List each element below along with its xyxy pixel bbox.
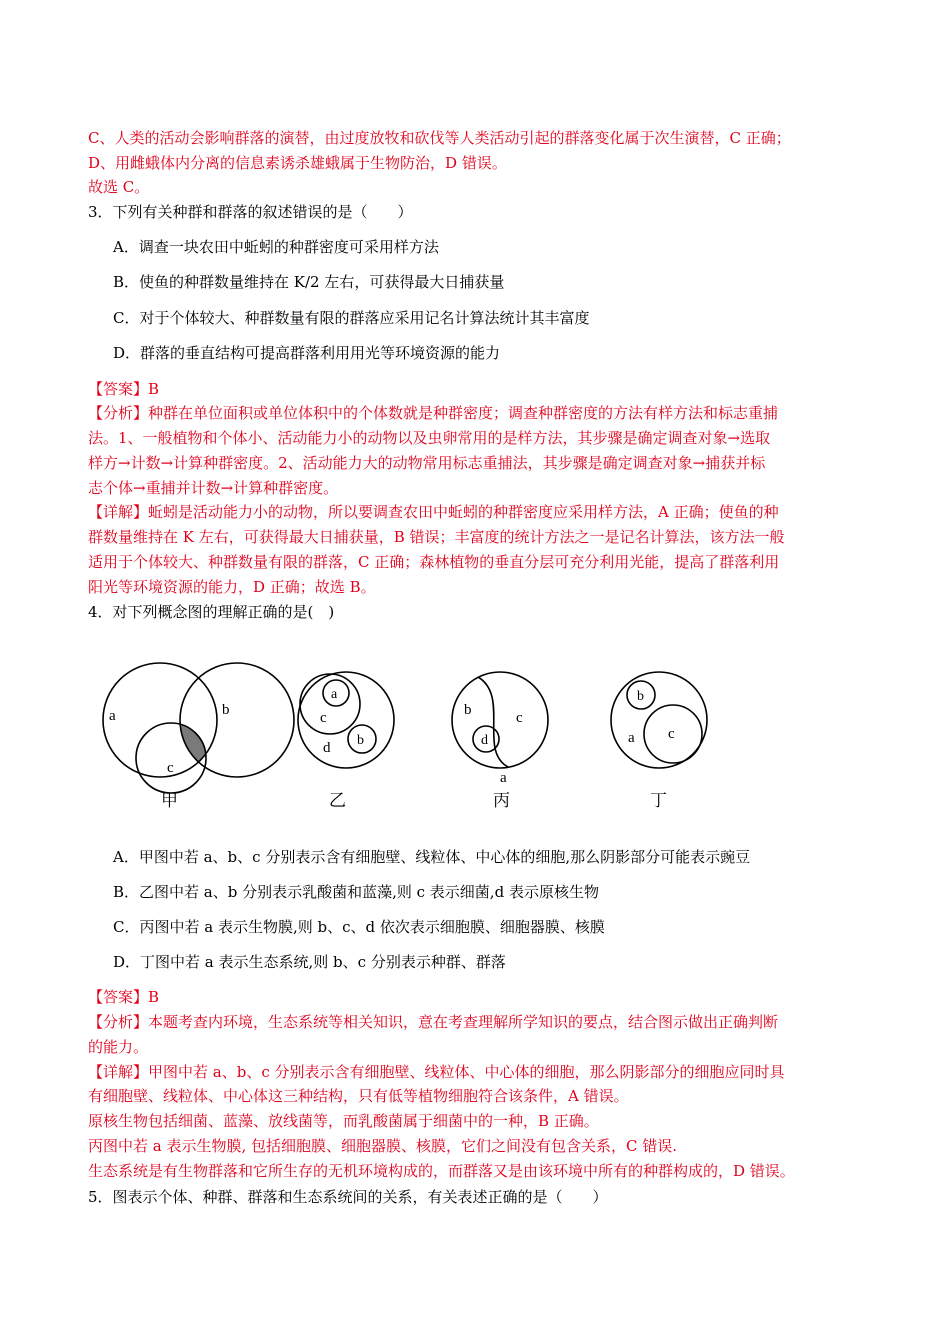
question-4-stem: 4．对下列概念图的理解正确的是( ) [88,603,335,621]
diagram-ding [611,672,707,810]
diagram-bing [452,672,548,810]
label-d: d [481,733,488,748]
question-3-analysis-line: 样方→计数→计算种群密度。2、活动能力大的动物常用标志重捕法，其步骤是确定调查对象→捕获并标 [88,454,766,472]
question-4-option-a: A．甲图中若 a、b、c 分别表示含有细胞壁、线粒体、中心体的细胞,那么阴影部分可能表示豌豆 [113,848,751,866]
question-3-detail-line: 适用于个体较大、种群数量有限的群落，C 正确；森林植物的垂直分层可充分利用光能，提高了群落利用 [88,553,780,571]
diagram-jia [103,663,294,810]
label-a: a [109,708,116,724]
prev-answer-choose: 故选 C。 [88,178,150,196]
label-a: a [331,687,338,702]
question-3-option-a: A．调查一块农田中蚯蚓的种群密度可采用样方法 [113,238,439,256]
label-c: c [516,710,523,726]
question-3-detail-line: 【详解】蚯蚓是活动能力小的动物，所以要调查农田中蚯蚓的种群密度应采用样方法，A 正确；使鱼的种 [88,503,779,521]
question-4-option-d: D．丁图中若 a 表示生态系统,则 b、c 分别表示种群、群落 [113,953,506,971]
label-b: b [222,702,230,718]
question-3-detail-line: 群数量维持在 K 左右，可获得最大日捕获量，B 错误；丰富度的统计方法之一是记名计算法，该方法一般 [88,528,785,546]
divider-curve [478,677,508,767]
question-4-option-c: C．丙图中若 a 表示生物膜,则 b、c、d 依次表示细胞膜、细胞器膜、核膜 [113,918,605,936]
prev-answer-c-line: C、人类的活动会影响群落的演替，由过度放牧和砍伐等人类活动引起的群落变化属于次生演替，C 正确； [88,129,791,147]
question-3-stem: 3．下列有关种群和群落的叙述错误的是（ ） [88,203,413,221]
question-4-detail-line: 有细胞壁、线粒体、中心体这三种结构，只有低等植物细胞符合该条件，A 错误。 [88,1087,629,1105]
question-4-answer: 【答案】B [88,988,160,1006]
question-4-analysis-line: 【分析】本题考查内环境，生态系统等相关知识，意在考查理解所学知识的要点，结合图示做出正确判断 [88,1013,779,1031]
prev-answer-d-line: D、用雌蛾体内分离的信息素诱杀雄蛾属于生物防治，D 错误。 [88,154,507,172]
circle-d [298,672,394,768]
question-4-detail-line: 原核生物包括细菌、蓝藻、放线菌等，而乳酸菌属于细菌中的一种，B 正确。 [88,1112,599,1130]
circle-b [180,663,294,777]
label-a: a [628,730,635,746]
circle-a [103,663,217,777]
question-4-option-b: B．乙图中若 a、b 分别表示乳酸菌和蓝藻,则 c 表示细菌,d 表示原核生物 [113,883,599,901]
label-d: d [323,740,331,756]
label-a: a [500,770,507,786]
question-3-option-b: B．使鱼的种群数量维持在 K/2 左右，可获得最大日捕获量 [113,273,505,291]
question-4-detail-line: 丙图中若 a 表示生物膜, 包括细胞膜、细胞器膜、核膜，它们之间没有包含关系，C 错误. [88,1137,678,1155]
concept-diagrams-figure [80,656,740,820]
label-c: c [668,726,675,742]
question-4-analysis-line: 的能力。 [88,1038,149,1056]
question-5-stem: 5．图表示个体、种群、群落和生态系统间的关系，有关表述正确的是（ ） [88,1188,608,1206]
question-3-analysis-line: 法。1、一般植物和个体小、活动能力小的动物以及虫卵常用的是样方法，其步骤是确定调查对象→选取 [88,429,771,447]
label-b: b [464,702,472,718]
caption-bing: 丙 [493,791,510,810]
caption-yi: 乙 [329,791,346,810]
question-3-answer: 【答案】B [88,380,160,398]
label-c: c [167,760,174,776]
question-3-option-c: C．对于个体较大、种群数量有限的群落应采用记名计算法统计其丰富度 [113,309,590,327]
circle-a [611,672,707,768]
circle-a [452,672,548,768]
question-4-detail-line: 生态系统是有生物群落和它所生存的无机环境构成的，而群落又是由该环境中所有的种群构成的，D 错误。 [88,1162,795,1180]
label-c: c [320,710,327,726]
question-3-analysis-line: 志个体→重捕并计数→计算种群密度。 [88,479,339,497]
question-3-option-d: D．群落的垂直结构可提高群落利用用光等环境资源的能力 [113,344,501,362]
caption-ding: 丁 [650,791,667,810]
caption-jia: 甲 [161,791,178,810]
question-3-detail-line: 阳光等环境资源的能力，D 正确；故选 B。 [88,578,376,596]
label-b: b [357,733,364,748]
label-b: b [637,689,644,704]
question-3-analysis-line: 【分析】种群在单位面积或单位体积中的个体数就是种群密度；调查种群密度的方法有样方法和标志重捕 [88,404,779,422]
question-4-detail-line: 【详解】甲图中若 a、b、c 分别表示含有细胞壁、线粒体、中心体的细胞，那么阴影部分的细胞应同时具 [88,1063,785,1081]
diagram-yi [298,672,394,810]
